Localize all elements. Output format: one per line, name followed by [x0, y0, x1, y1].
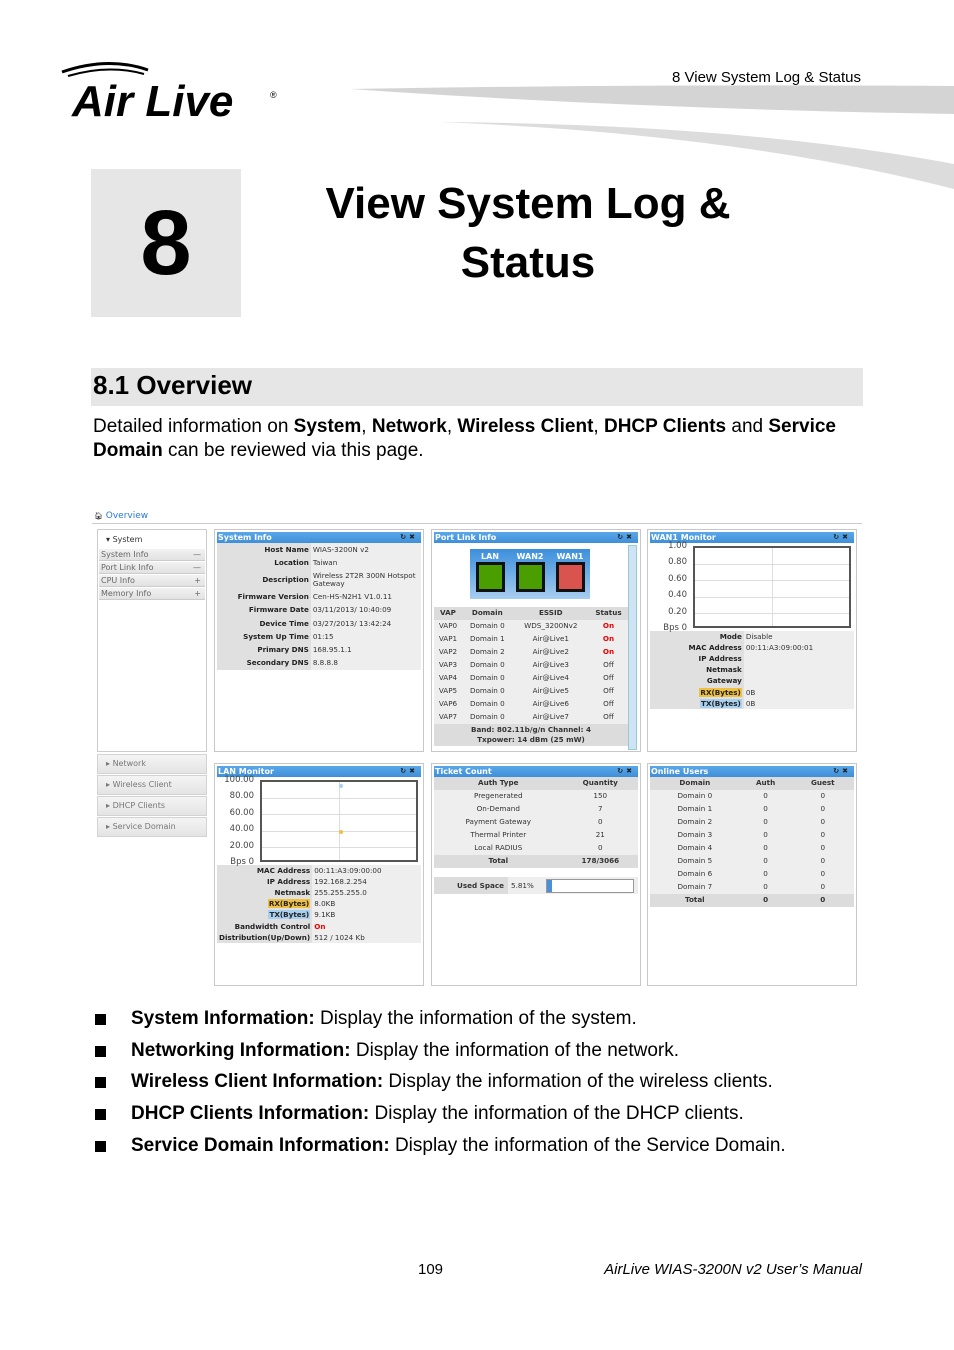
sidebar-section-label: DHCP Clients — [112, 801, 166, 810]
ticket-count-panel — [431, 763, 641, 986]
info-row — [217, 604, 421, 617]
toggle-icon[interactable]: + — [194, 576, 201, 585]
table-cell: Domain 3 — [650, 829, 740, 842]
panel-header: System Info ↻✖ — [217, 532, 421, 543]
table-row — [434, 672, 628, 685]
info-key: RX(Bytes) — [217, 899, 312, 910]
table-cell: Local RADIUS — [434, 842, 563, 855]
table-cell: VAP3 — [434, 659, 462, 672]
sidebar-item[interactable] — [99, 588, 205, 600]
table-cell: On — [589, 633, 628, 646]
ethernet-port-icon — [516, 562, 545, 592]
info-row — [217, 617, 421, 630]
toggle-icon[interactable]: — — [193, 550, 201, 559]
table-cell: VAP5 — [434, 685, 462, 698]
info-value: 01:15 — [311, 630, 421, 643]
breadcrumb[interactable]: 🏠︎ Overview — [94, 511, 149, 521]
sidebar-item-label: Port Link Info — [101, 563, 154, 572]
table-header — [434, 607, 628, 620]
scrollbar[interactable] — [628, 545, 637, 750]
manual-title: AirLive WIAS-3200N v2 User’s Manual — [604, 1261, 862, 1278]
table-row — [434, 803, 638, 816]
table-cell: WDS_3200Nv2 — [513, 620, 589, 633]
info-value: 168.95.1.1 — [311, 643, 421, 656]
sidebar — [97, 529, 207, 752]
table-row — [434, 620, 628, 633]
refresh-close-icons[interactable]: ↻✖ — [400, 767, 418, 775]
info-row — [217, 556, 421, 569]
table-cell: Off — [589, 659, 628, 672]
table-cell: VAP7 — [434, 711, 462, 724]
y-tick-label: 60.00 — [229, 807, 254, 818]
overview-screenshot — [92, 508, 862, 992]
used-space-label: Used Space — [434, 877, 508, 894]
table-cell: Domain 5 — [650, 855, 740, 868]
info-key: RX(Bytes) — [650, 687, 744, 698]
info-key: Description — [217, 569, 311, 590]
info-value: 03/11/2013/ 10:40:09 — [311, 604, 421, 617]
table-cell: Domain 0 — [462, 685, 513, 698]
info-value: 9.1KB — [312, 910, 421, 921]
info-row — [217, 921, 421, 932]
column-header: Domain — [650, 777, 740, 790]
table-cell: 0 — [740, 790, 792, 803]
info-row — [650, 676, 854, 687]
table-cell: Off — [589, 698, 628, 711]
table-cell: 0 — [791, 803, 854, 816]
table-header — [434, 777, 638, 790]
sidebar-item-label: CPU Info — [101, 576, 135, 585]
refresh-close-icons[interactable]: ↻✖ — [617, 533, 635, 541]
info-value: Disable — [744, 631, 854, 642]
info-key: MAC Address — [217, 865, 312, 876]
table-cell: Pregenerated — [434, 790, 563, 803]
info-value: 192.168.2.254 — [312, 876, 421, 887]
info-key: Device Time — [217, 617, 311, 630]
table-cell: Air@Live1 — [513, 633, 589, 646]
y-tick-label: Bps 0 — [230, 857, 254, 867]
info-value: 0B — [744, 687, 854, 698]
port-lan: LAN — [476, 552, 505, 599]
y-tick-label: Bps 0 — [663, 623, 687, 633]
info-value: On — [312, 921, 421, 932]
chapter-title — [300, 174, 756, 292]
info-key: MAC Address — [650, 642, 744, 653]
table-cell: Off — [589, 685, 628, 698]
column-header: Auth Type — [434, 777, 563, 790]
table-cell: 0 — [791, 855, 854, 868]
page-number: 109 — [418, 1261, 444, 1278]
info-key: Netmask — [650, 665, 744, 676]
column-header: Status — [589, 607, 628, 620]
table-row — [650, 842, 854, 855]
table-row — [434, 659, 628, 672]
table-cell: Payment Gateway — [434, 816, 563, 829]
table-cell: 0 — [740, 842, 792, 855]
svg-text:®: ® — [270, 90, 277, 100]
panel-header: WAN1 Monitor ↻✖ — [650, 532, 854, 543]
toggle-icon[interactable]: + — [194, 589, 201, 598]
table-cell: VAP1 — [434, 633, 462, 646]
divider — [92, 523, 862, 524]
table-cell: Domain 4 — [650, 842, 740, 855]
table-cell: Domain 0 — [462, 620, 513, 633]
sidebar-section[interactable] — [97, 775, 207, 795]
plot-area — [693, 546, 851, 628]
info-row — [217, 887, 421, 898]
info-value: Taiwan — [311, 556, 421, 569]
refresh-close-icons[interactable]: ↻✖ — [400, 533, 418, 541]
sidebar-header-system[interactable]: ▾ System — [106, 535, 143, 544]
info-key: Primary DNS — [217, 643, 311, 656]
table-row — [650, 868, 854, 881]
panel-header: Ticket Count ↻✖ — [434, 766, 638, 777]
info-key: Firmware Date — [217, 604, 311, 617]
table-cell: 178/3066 — [563, 855, 638, 868]
total-row — [434, 855, 638, 868]
table-cell: 150 — [563, 790, 638, 803]
airlive-logo — [58, 58, 283, 124]
table-row — [650, 803, 854, 816]
info-value: WIAS-3200N v2 — [311, 543, 421, 556]
bullet-square-icon — [95, 1109, 106, 1120]
table-cell: Domain 0 — [462, 711, 513, 724]
table-cell: VAP2 — [434, 646, 462, 659]
sidebar-item-label: Memory Info — [101, 589, 152, 598]
info-value: 8.0KB — [312, 899, 421, 910]
refresh-close-icons[interactable]: ↻✖ — [833, 533, 851, 541]
panel-header: Online Users ↻✖ — [650, 766, 854, 777]
table-cell: Domain 2 — [462, 646, 513, 659]
refresh-close-icons[interactable]: ↻✖ — [617, 767, 635, 775]
table-cell: VAP6 — [434, 698, 462, 711]
table-cell: VAP0 — [434, 620, 462, 633]
table-cell: 0 — [563, 816, 638, 829]
table-row — [650, 881, 854, 894]
wan1-monitor-panel — [647, 529, 857, 752]
sidebar-section-label: Network — [112, 759, 146, 768]
band-info: Band: 802.11b/g/n Channel: 4 — [470, 725, 592, 734]
table-row — [434, 646, 628, 659]
sidebar-item-label: System Info — [101, 550, 149, 559]
table-cell: Domain 1 — [462, 633, 513, 646]
table-cell: 0 — [740, 803, 792, 816]
column-header: Auth — [740, 777, 792, 790]
table-cell: Off — [589, 672, 628, 685]
table-row — [434, 711, 628, 724]
used-space-bar — [546, 879, 634, 893]
used-space-value: 5.81% — [511, 881, 534, 890]
table-cell: Domain 0 — [462, 698, 513, 711]
table-cell: Domain 2 — [650, 816, 740, 829]
info-row — [217, 543, 421, 556]
bullet-square-icon — [95, 1046, 106, 1057]
y-tick-label: 0.80 — [668, 557, 687, 568]
table-cell: 0 — [791, 829, 854, 842]
info-row — [217, 899, 421, 910]
panel-header: LAN Monitor ↻✖ — [217, 766, 421, 777]
table-cell: Domain 7 — [650, 881, 740, 894]
info-row — [650, 698, 854, 709]
table-row — [434, 685, 628, 698]
ethernet-port-icon — [476, 562, 505, 592]
column-header: Guest — [791, 777, 854, 790]
info-row — [650, 665, 854, 676]
table-header — [650, 777, 854, 790]
y-tick-label: 80.00 — [229, 791, 254, 802]
y-tick-label: 1.00 — [668, 541, 687, 551]
home-icon: 🏠︎ — [94, 512, 103, 520]
table-cell: Domain 1 — [650, 803, 740, 816]
expand-arrow-icon: ▸ — [106, 822, 113, 831]
info-key: Location — [217, 556, 311, 569]
info-value: 512 / 1024 Kb — [312, 932, 421, 943]
table-cell: Air@Live5 — [513, 685, 589, 698]
sidebar-item[interactable] — [99, 562, 205, 574]
txpower-info: Txpower: 14 dBm (25 mW) — [477, 735, 585, 744]
title-line-1: View System Log & — [325, 179, 731, 228]
lan-monitor-panel — [214, 763, 424, 986]
bullet-square-icon — [95, 1077, 106, 1088]
table-cell: On-Demand — [434, 803, 563, 816]
info-value: 00:11:A3:09:00:00 — [312, 865, 421, 876]
info-value — [744, 653, 854, 664]
chapter-number: 8 — [91, 169, 241, 317]
table-row — [650, 790, 854, 803]
sidebar-item[interactable] — [99, 575, 205, 587]
y-tick-label: 20.00 — [229, 840, 254, 851]
table-cell: 7 — [563, 803, 638, 816]
info-value: 0B — [744, 698, 854, 709]
table-cell: Total — [434, 855, 563, 868]
info-row — [217, 591, 421, 604]
intro-paragraph: Detailed information on System, Network, Wireless Client, DHCP Clients and Service Domain can be reviewed via this page. — [93, 416, 836, 461]
table-cell: Domain 0 — [650, 790, 740, 803]
info-key: IP Address — [217, 876, 312, 887]
table-cell: 0 — [791, 790, 854, 803]
y-tick-label: 0.40 — [668, 590, 687, 601]
info-key: Netmask — [217, 887, 312, 898]
bullet-square-icon — [95, 1141, 106, 1152]
info-value: Cen-HS-N2H1 V1.0.11 — [311, 591, 421, 604]
info-key: Secondary DNS — [217, 657, 311, 670]
online-users-panel — [647, 763, 857, 986]
table-cell: Total — [650, 894, 740, 907]
table-cell: 0 — [791, 894, 854, 907]
data-point — [339, 784, 343, 788]
system-info-panel — [214, 529, 424, 752]
info-row — [217, 569, 421, 590]
y-tick-label: 0.60 — [668, 573, 687, 584]
info-key: Firmware Version — [217, 591, 311, 604]
table-cell: 0 — [740, 855, 792, 868]
bullet-square-icon — [95, 1014, 106, 1025]
sidebar-section[interactable] — [97, 754, 207, 774]
y-tick-label: 0.20 — [668, 606, 687, 617]
info-value: 03/27/2013/ 13:42:24 — [311, 617, 421, 630]
toggle-icon[interactable]: — — [193, 563, 201, 572]
table-cell: Domain 6 — [650, 868, 740, 881]
info-row — [217, 910, 421, 921]
table-row — [650, 855, 854, 868]
ethernet-port-icon — [556, 562, 585, 592]
sidebar-section-label: Service Domain — [112, 822, 176, 831]
data-point — [339, 830, 343, 834]
info-key: TX(Bytes) — [650, 698, 744, 709]
info-key: Bandwidth Control — [217, 921, 312, 932]
used-space-row — [434, 877, 638, 894]
title-line-2: Status — [460, 238, 596, 287]
info-key: Host Name — [217, 543, 311, 556]
info-key: Distribution(Up/Down) — [219, 932, 311, 942]
y-tick-label: 100.00 — [224, 775, 254, 785]
info-value: Wireless 2T2R 300N Hotspot Gateway — [311, 569, 421, 590]
table-cell: 0 — [740, 816, 792, 829]
table-cell: 0 — [740, 868, 792, 881]
sidebar-section[interactable] — [97, 796, 207, 816]
info-value: 8.8.8.8 — [311, 657, 421, 670]
table-cell: 21 — [563, 829, 638, 842]
info-value: 255.255.255.0 — [312, 887, 421, 898]
table-row — [650, 829, 854, 842]
wan1-chart — [650, 543, 854, 631]
info-value — [744, 665, 854, 676]
port-wan2: WAN2 — [516, 552, 545, 599]
table-row — [434, 698, 628, 711]
expand-arrow-icon: ▸ — [106, 759, 113, 768]
info-key: TX(Bytes) — [217, 910, 312, 921]
y-tick-label: 40.00 — [229, 824, 254, 835]
info-row — [217, 643, 421, 656]
info-row — [650, 653, 854, 664]
table-cell: 0 — [791, 881, 854, 894]
table-cell: 0 — [740, 894, 792, 907]
info-row — [650, 687, 854, 698]
info-key: Mode — [650, 631, 744, 642]
refresh-close-icons[interactable]: ↻✖ — [833, 767, 851, 775]
table-cell: VAP4 — [434, 672, 462, 685]
table-cell: Off — [589, 711, 628, 724]
expand-arrow-icon: ▸ — [106, 801, 113, 810]
expand-arrow-icon: ▸ — [106, 780, 113, 789]
gridline — [772, 548, 773, 626]
info-key: IP Address — [650, 653, 744, 664]
sidebar-section-label: Wireless Client — [112, 780, 172, 789]
column-header: Domain — [462, 607, 513, 620]
info-key: Gateway — [650, 676, 744, 687]
svg-text:Air Live: Air Live — [72, 77, 234, 124]
sidebar-section[interactable] — [97, 817, 207, 837]
table-cell: Domain 0 — [462, 659, 513, 672]
table-row — [434, 633, 628, 646]
info-row — [217, 657, 421, 670]
column-header: VAP — [434, 607, 462, 620]
info-value — [744, 676, 854, 687]
table-row — [434, 829, 638, 842]
table-cell: 0 — [791, 816, 854, 829]
panel-header: Port Link Info ↻✖ — [434, 532, 638, 543]
info-value: 00:11:A3:09:00:01 — [744, 642, 854, 653]
table-cell: 0 — [791, 868, 854, 881]
info-row — [650, 642, 854, 653]
gridline — [339, 782, 340, 860]
table-row — [434, 790, 638, 803]
table-cell: 0 — [563, 842, 638, 855]
info-key: System Up Time — [217, 630, 311, 643]
table-cell: Air@Live3 — [513, 659, 589, 672]
column-header: Quantity — [563, 777, 638, 790]
table-cell: 0 — [791, 842, 854, 855]
table-cell: Domain 0 — [462, 672, 513, 685]
lan-chart — [217, 777, 421, 865]
section-heading: 8.1 Overview — [91, 368, 863, 406]
table-cell: On — [589, 620, 628, 633]
plot-area — [260, 780, 418, 862]
table-row — [434, 842, 638, 855]
table-cell: Air@Live4 — [513, 672, 589, 685]
table-cell: On — [589, 646, 628, 659]
info-row — [217, 630, 421, 643]
table-cell: 0 — [740, 881, 792, 894]
table-cell: Air@Live2 — [513, 646, 589, 659]
table-row — [434, 816, 638, 829]
table-cell: Thermal Printer — [434, 829, 563, 842]
port-link-panel — [431, 529, 641, 752]
table-cell: 0 — [740, 829, 792, 842]
info-row — [217, 932, 421, 943]
column-header: ESSID — [513, 607, 589, 620]
total-row — [650, 894, 854, 907]
header-chapter-ref: 8 View System Log & Status — [672, 69, 861, 86]
table-row — [650, 816, 854, 829]
table-cell: Air@Live7 — [513, 711, 589, 724]
info-row — [217, 876, 421, 887]
port-wan1: WAN1 — [556, 552, 585, 599]
table-cell: Air@Live6 — [513, 698, 589, 711]
sidebar-item[interactable] — [99, 549, 205, 561]
